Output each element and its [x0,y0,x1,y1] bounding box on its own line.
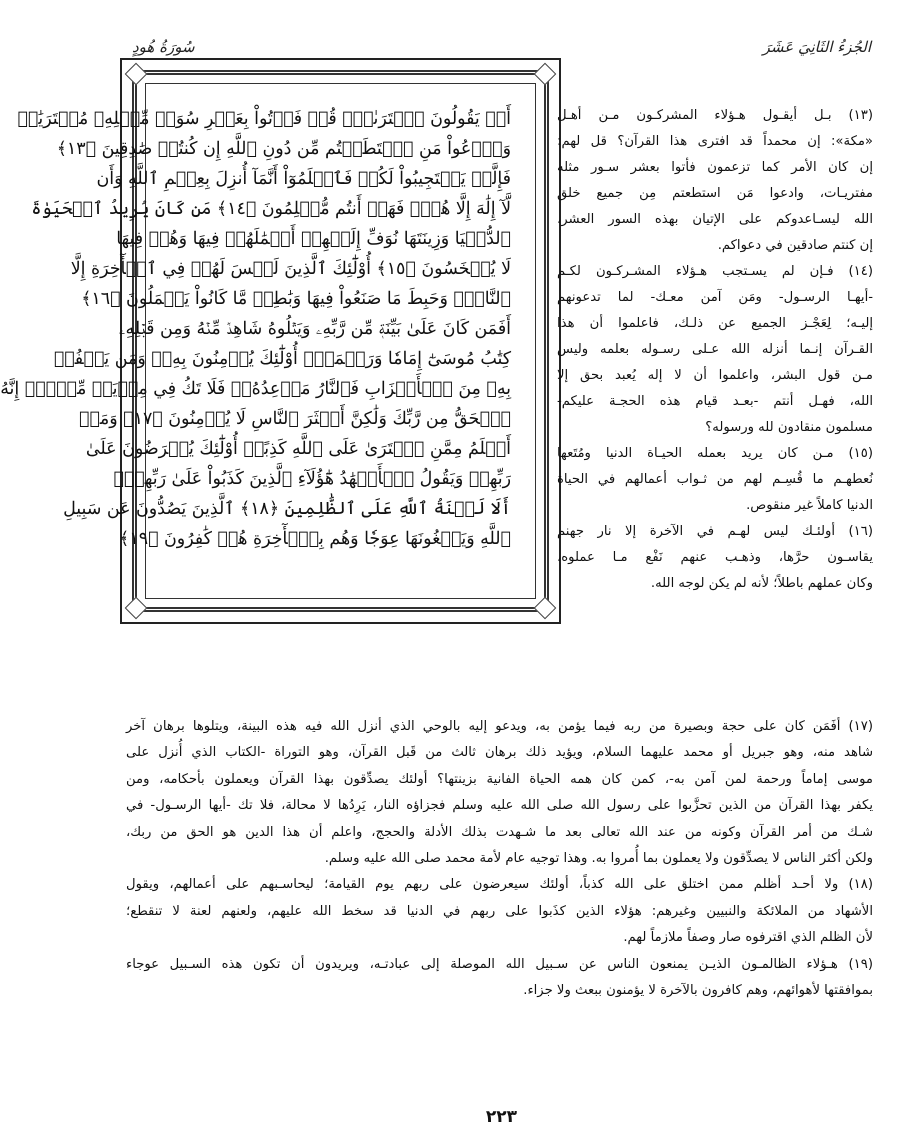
tafsir-line: (١٦) أولئـك ليس لهـم في الآخرة إلا نار جهنم [557,524,873,539]
tafsir-line: نُعطهـم ما قُسِـم لهم من ثـواب أعمالهم في الحياة [557,472,873,487]
tafsir-line: شاهد منه، وهو جبريل أو محمد عليهما السلام، ويؤيد ذلك برهان ثالث من قَبل القرآن، وهو التوراة -الكتاب الذي أُنزل على [126,745,873,761]
tafsir-full-width [126,714,873,1004]
juz-header: الجُزءُ الثَانِيَ عَشَرَ [762,38,871,56]
ornamental-border [0,70,549,612]
tafsir-line: (١٨) ولا أحـد أظلم ممن اختلق على الله كذباً، أولئك سيعرضون على ربهم يوم القيامة؛ ليحاسـبهم على أعمالهم، ويقول [126,877,873,893]
corner-ornament-icon [534,597,557,620]
tafsir-line: مـن قول البشر، واعلموا أن لا إله يُعبد بحق إلا [557,368,873,383]
quran-line: ٱلۡحَقُّ مِن رَّبِّكَ وَلَٰكِنَّ أَكۡثَرَ ٱلنَّاسِ لَا يُؤۡمِنُونَ ﴿١٧﴾ وَمَنۡ [79,409,511,429]
tafsir-line: إن كنتم صادقين في دعواكم. [717,238,873,253]
quran-line: لَّآ إِلَٰهَ إِلَّا هُوَۖ فَهَلۡ أَنتُم مُّسۡلِمُونَ ﴿١٤﴾ مَن كَانَ يُرِيدُ ٱلۡحَيَوٰةَ [31,199,511,219]
tafsir-line: يكفر بهذا القرآن من الذين تحزَّبوا على رسول الله صلى الله عليه وسلم فجزاؤه النار، يَرِدُها لا محالة، فلا تك -أيها الرسـول- في [126,798,873,814]
quran-line: لَا يُبۡخَسُونَ ﴿١٥﴾ أُوْلَٰٓئِكَ ٱلَّذِينَ لَيۡسَ لَهُمۡ فِي ٱلۡأٓخِرَةِ إِلَّا [70,259,511,279]
quran-line: أَظۡلَمُ مِمَّنِ ٱفۡتَرَىٰ عَلَى ٱللَّهِ كَذِبًاۚ أُوْلَٰٓئِكَ يُعۡرَضُونَ عَلَىٰ [85,439,511,459]
tafsir-line: إن كان الأمر كما تزعمون فأتوا بعشر سـور مثله [557,160,873,175]
quran-line: أَلَا لَعۡنَةُ ٱللَّهِ عَلَى ٱلظَّٰلِمِينَ ﴿١٨﴾ ٱلَّذِينَ يَصُدُّونَ عَن سَبِيلِ [63,499,511,519]
tafsir-side-column [557,103,873,597]
tafsir-line: مسلمون منقادون لله ورسوله؟ [705,420,873,435]
tafsir-line: إليـه؛ لِعَجْـز الجميع عن ذلـك، فاعلموا أن هذا [557,316,873,331]
tafsir-line: «مكة»: إن محمداً قد افترى هذا القرآن؟ قل لهم: [557,134,873,149]
tafsir-line: الله ليسـاعدوكم على الإتيان بهذه السور العشر، [557,212,873,227]
tafsir-line: (١٥) مـن كان يريد بعمله الحيـاة الدنيا ومُتَعها [557,446,873,461]
tafsir-line: مفتريـات، وادعوا مَن استطعتم مِن جميع خلق [557,186,873,201]
tafsir-line: ولكن أكثر الناس لا يصدِّقون ولا يعملون بما أُمروا به. وهذا توجيه عام لأمة محمد صلى الله عليه وسلم. [324,850,873,866]
tafsir-line: وكان عملهم باطلاً؛ لأنه لم يكن لوجه الله. [650,576,873,591]
page-number: ٢٢٣ [485,1107,518,1127]
quran-line: فَإِلَّمۡ يَسۡتَجِيبُواْ لَكُمۡ فَٱعۡلَمُوٓاْ أَنَّمَآ أُنزِلَ بِعِلۡمِ ٱللَّهِ وَأَن [96,169,511,189]
quran-line: ٱلنَّارُۖ وَحَبِطَ مَا صَنَعُواْ فِيهَا وَبَٰطِلٞ مَّا كَانُواْ يَعۡمَلُونَ ﴿١٦﴾ [81,289,511,309]
quran-line: وَٱدۡعُواْ مَنِ ٱسۡتَطَعۡتُم مِّن دُونِ ٱللَّهِ إِن كُنتُمۡ صَٰدِقِينَ ﴿١٣﴾ [56,139,511,159]
surah-header: سُورَةُ هُودٍ [132,38,195,56]
quran-text-box [0,58,561,624]
quran-line: كِتَٰبُ مُوسَىٰٓ إِمَامٗا وَرَحۡمَةًۚ أُوْلَٰٓئِكَ يُؤۡمِنُونَ بِهِۦۚ وَمَن يَكۡفُرۡ [53,349,511,369]
tafsir-line: -أيهـا الرسـول- ومَن آمن معـك- لما تدعونهم [557,290,873,305]
quran-verses [0,83,536,599]
tafsir-line: (١٧) أفَمَن كان على حجة وبصيرة من ربه فيما يؤمن به، ويدعو إليه بالوحي الذي أنزل الله فيه هذه البينة، ويتلوها برهان آخر [126,719,873,734]
corner-ornament-icon [125,63,148,86]
tafsir-line: (١٤) فـإن لم يسـتجب هـؤلاء المشـركـون لكـم [557,264,873,279]
tafsir-line: لأن الظلم الذي اقترفوه صار وصفاً ملازماً لهم. [623,930,873,946]
quran-line: ٱللَّهِ وَيَبۡغُونَهَا عِوَجٗا وَهُم بِٱلۡأٓخِرَةِ هُمۡ كَٰفِرُونَ ﴿١٩﴾ [119,529,511,549]
corner-ornament-icon [125,597,148,620]
tafsir-line: بموافقتها لأهوائهم، وهم كافرون بالآخرة لا يؤمنون ببعث ولا جزاء. [523,982,873,998]
tafsir-line: القـرآن إنـما أنزله الله عـلى رسـوله بعلمه وليس [557,342,873,357]
tafsir-line: موسى إماماً ورحمة لمن آمن به-، كمن كان همه الحياة الفانية بزينتها؟ أولئك يصدِّقون بهذا القرآن ويعملون بأحكامه، ومن [126,771,873,787]
tafsir-line: الله، فهـل أنتم -بعـد قيام هذه الحجـة عليكم- [557,394,873,409]
tafsir-line: يقاسـون حرَّها، وذهـب عنهم نَفْع مـا عملوه، [557,550,873,565]
quran-line: أَمۡ يَقُولُونَ ٱفۡتَرَىٰهُۖ قُلۡ فَأۡتُواْ بِعَشۡرِ سُوَرٖ مِّثۡلِهِۦ مُفۡتَرَيَٰتٖ [17,109,511,129]
tafsir-line: الأشهاد من الملائكة والنبيين وغيرهم: هؤلاء الذين كذَبوا على ربهم في الدنيا قد سخط الله عليهم، ولعنهم لعنة لا تنقطع؛ [126,903,873,919]
quran-line: بِهِۦ مِنَ ٱلۡأَحۡزَابِ فَٱلنَّارُ مَوۡعِدُهُۥۚ فَلَا تَكُ فِي مِرۡيَةٖ مِّنۡهُۚ إِنَّهُ [0,379,511,399]
tafsir-line: الدنيا كاملاً غير منقوص. [746,498,873,513]
corner-ornament-icon [534,63,557,86]
quran-line: رَبِّهِمۡ وَيَقُولُ ٱلۡأَشۡهَٰدُ هَٰٓؤُلَآءِ ٱلَّذِينَ كَذَبُواْ عَلَىٰ رَبِّهِمۡۚ [113,469,511,489]
quran-line: أَفَمَن كَانَ عَلَىٰ بَيِّنَةٖ مِّن رَّبِّهِۦ وَيَتۡلُوهُ شَاهِدٞ مِّنۡهُ وَمِن قَبۡلِهِۦ [118,319,511,339]
tafsir-line: (١٩) هـؤلاء الظالمـون الذيـن يمنعون الناس عن سـبيل الله الموصلة إلى عبادتـه، ويريدون أن تكون هذه السـبيل عوجاء [126,956,873,972]
tafsir-line: شـك من أمر القرآن وكونه من عند الله تعالى بعد ما شـهدت بذلك الأدلة والحجج، واعلم أن هذا الدين هو الحق من ربك، [126,824,873,840]
tafsir-line: (١٣) بـل أيقـول هـؤلاء المشركـون مـن أهـل [557,108,873,123]
quran-line: ٱلدُّنۡيَا وَزِينَتَهَا نُوَفِّ إِلَيۡهِمۡ أَعۡمَٰلَهُمۡ فِيهَا وَهُمۡ فِيهَا [116,229,511,249]
